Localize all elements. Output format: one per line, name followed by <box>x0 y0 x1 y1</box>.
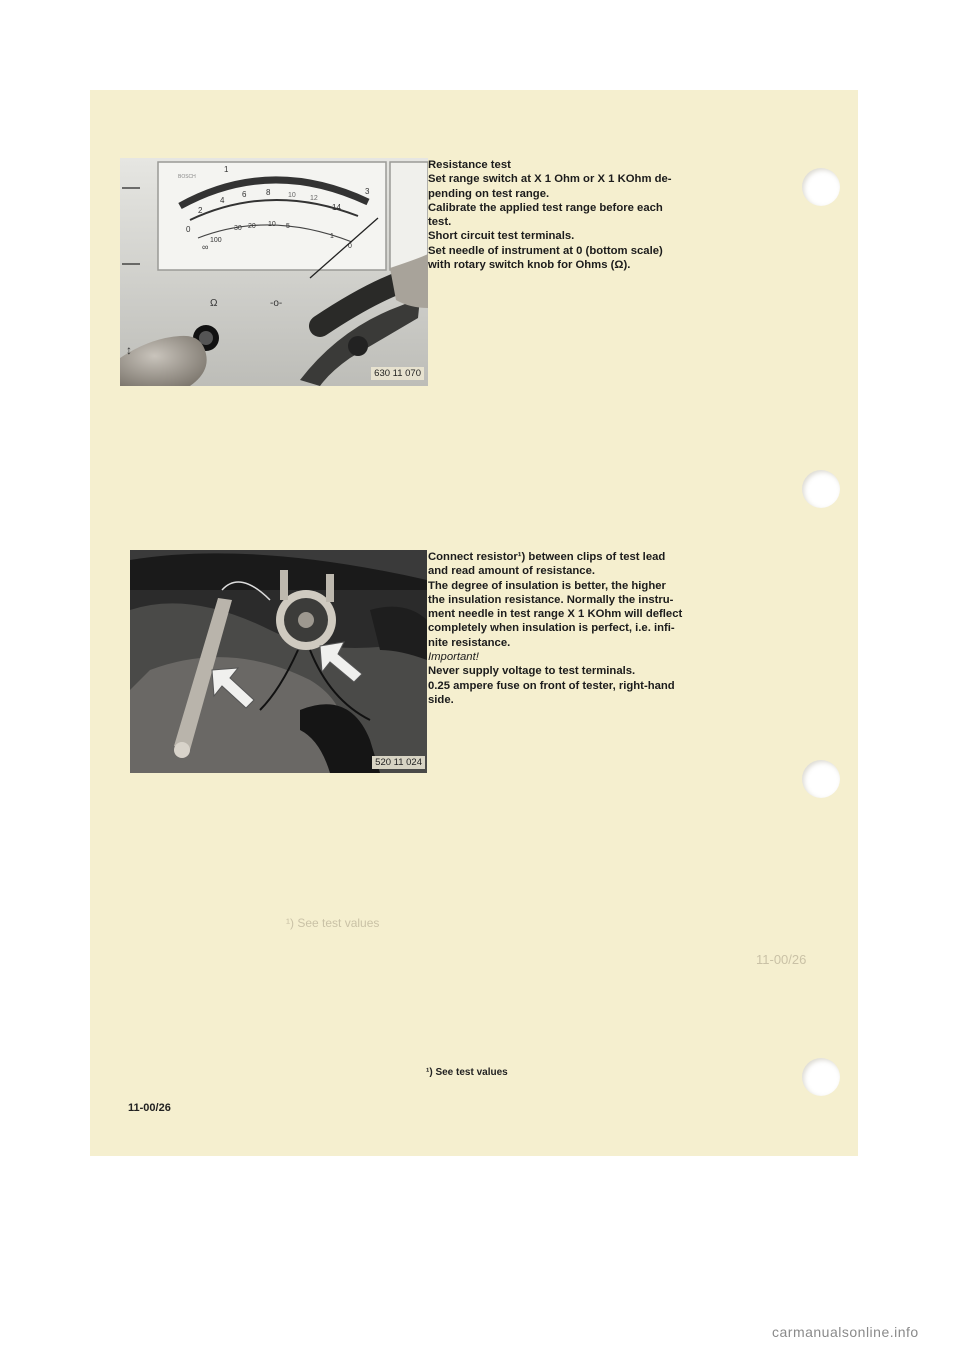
text-line: completely when insulation is perfect, i.e. infi- <box>428 622 675 635</box>
text-line: test. <box>428 216 452 229</box>
connect-resistor-text <box>428 550 682 707</box>
text-line: Short circuit test terminals. <box>428 230 575 243</box>
punch-hole-1 <box>802 168 840 206</box>
resistance-test-text <box>428 158 672 272</box>
meter-ohm-10: 10 <box>268 221 276 228</box>
meter-scale-4: 4 <box>220 196 225 205</box>
meter-ohm-30: 30 <box>234 225 242 232</box>
text-line: Connect resistor¹) between clips of test lead <box>428 551 666 563</box>
meter-ohm-20: 20 <box>248 223 256 230</box>
text-line: The degree of insulation is better, the higher <box>428 579 666 592</box>
text-line: pending on test range. <box>428 187 550 200</box>
text-line: nite resistance. <box>428 636 511 649</box>
meter-ohm-5: 5 <box>286 223 290 230</box>
text-line: ment needle in test range X 1 KOhm will deflect <box>428 608 683 621</box>
punch-hole-3 <box>802 760 840 798</box>
resistance-test-heading: Resistance test <box>428 159 511 171</box>
punch-hole-4 <box>802 1058 840 1096</box>
engine-photo <box>130 550 427 773</box>
important-label: Important! <box>428 651 479 664</box>
text-line: Never supply voltage to test terminals. <box>428 665 636 678</box>
meter-ohm-1: 1 <box>330 233 334 240</box>
meter-scale-12: 12 <box>310 195 318 202</box>
figure-2-caption: 520 11 024 <box>372 756 425 769</box>
meter-ohm-100: 100 <box>210 237 222 244</box>
bleed-through-left: ¹) See test values <box>286 916 380 930</box>
meter-scale-1: 1 <box>224 165 229 174</box>
meter-infinity: ∞ <box>202 242 209 252</box>
engine-illustration <box>130 550 427 773</box>
meter-scale-3: 3 <box>365 187 370 196</box>
text-line: and read amount of resistance. <box>428 565 595 578</box>
bleed-through-right: 11-00/26 <box>756 952 807 967</box>
text-line: with rotary switch knob for Ohms (Ω). <box>428 259 631 272</box>
dash-o-label: -o- <box>270 298 283 309</box>
page-number: 11-00/26 <box>128 1102 171 1114</box>
meter-brand: BOSCH <box>178 174 196 180</box>
text-line: Calibrate the applied test range before each <box>428 201 663 214</box>
text-line: side. <box>428 693 454 706</box>
meter-scale-2: 2 <box>198 206 203 215</box>
meter-scale-14: 14 <box>332 203 341 212</box>
punch-hole-2 <box>802 470 840 508</box>
multimeter-photo <box>120 158 428 386</box>
meter-ohm-0-right: 0 <box>348 243 352 250</box>
multimeter-illustration <box>120 158 428 386</box>
ohm-symbol-label: Ω <box>210 298 218 309</box>
meter-scale-6: 6 <box>242 190 247 199</box>
svg-text:↕: ↕ <box>126 343 132 357</box>
meter-scale-10: 10 <box>288 192 296 199</box>
meter-scale-8: 8 <box>266 188 271 197</box>
footnote: ¹) See test values <box>426 1067 508 1078</box>
text-line: the insulation resistance. Normally the instru- <box>428 593 674 606</box>
site-watermark: carmanualsonline.info <box>772 1324 919 1340</box>
manual-page <box>90 90 858 1156</box>
text-line: 0.25 ampere fuse on front of tester, right-hand <box>428 679 675 692</box>
text-line: Set needle of instrument at 0 (bottom scale) <box>428 244 663 257</box>
meter-ohm-0-left: 0 <box>186 225 191 234</box>
text-line: Set range switch at X 1 Ohm or X 1 KOhm de- <box>428 173 672 186</box>
figure-1-caption: 630 11 070 <box>371 367 424 380</box>
